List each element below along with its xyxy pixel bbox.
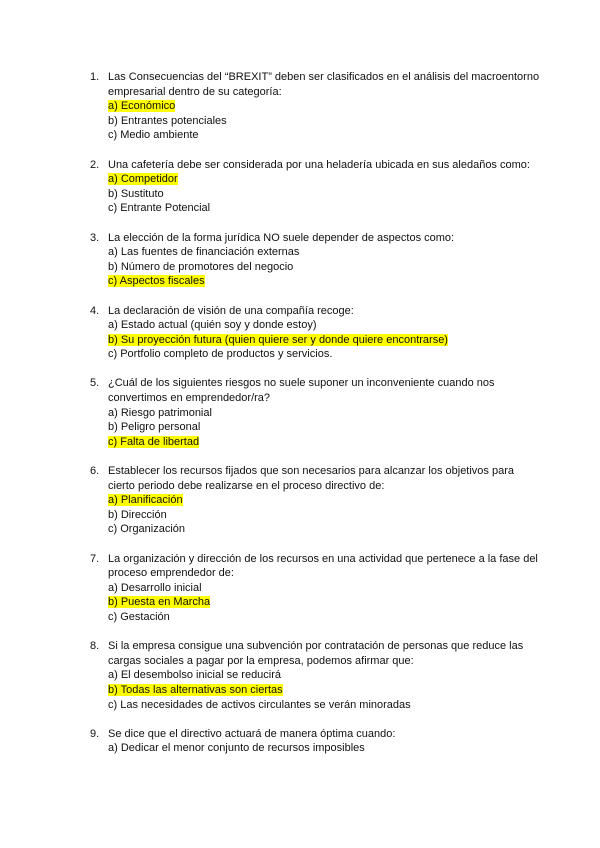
answer-option-text: a) Económico xyxy=(108,100,176,113)
question-text: La organización y dirección de los recursos en una actividad que pertenece a la fase del proceso emprendedor de: xyxy=(108,552,538,580)
question-number: 4. xyxy=(90,304,100,317)
answer-option xyxy=(108,201,540,216)
question-text: Si la empresa consigue una subvención por contratación de personas que reduce las cargas sociales a pagar por la empresa, podemos afirmar que: xyxy=(108,640,524,667)
question-item xyxy=(90,70,540,143)
answer-option xyxy=(108,741,540,756)
answer-option xyxy=(108,508,540,523)
question-number: 8. xyxy=(90,640,100,653)
answer-option-text: c) Falta de libertad xyxy=(108,435,200,448)
answer-option-text: c) Medio ambiente xyxy=(108,129,199,142)
answer-option-highlighted xyxy=(108,274,540,289)
question-list xyxy=(90,70,540,771)
answer-option-text: b) Dirección xyxy=(108,508,167,521)
question-text: Una cafetería debe ser considerada por una heladería ubicada en sus aledaños como: xyxy=(108,158,530,171)
answer-option-text: b) Número de promotores del negocio xyxy=(108,260,294,273)
question-body xyxy=(108,231,540,289)
answer-option-highlighted xyxy=(108,333,540,348)
answer-option xyxy=(108,347,540,362)
question-item xyxy=(90,304,540,362)
answer-option-text: b) Puesta en Marcha xyxy=(108,596,211,609)
question-item xyxy=(90,231,540,289)
answer-option-highlighted xyxy=(108,683,540,698)
question-number: 1. xyxy=(90,71,100,83)
answer-option xyxy=(108,187,540,202)
question-text: Se dice que el directivo actuará de manera óptima cuando: xyxy=(108,727,396,740)
answer-option-text: b) Todas las alternativas son ciertas xyxy=(108,683,283,696)
question-item xyxy=(90,158,540,216)
answer-option xyxy=(108,406,540,421)
answer-option xyxy=(108,114,540,129)
question-body xyxy=(108,158,540,216)
question-body xyxy=(108,304,540,362)
question-number: 5. xyxy=(90,377,100,390)
question-item xyxy=(90,464,540,537)
answer-option-text: a) Competidor xyxy=(108,173,178,186)
answer-option-text: b) Su proyección futura (quien quiere ser y donde quiere encontrarse) xyxy=(108,333,448,346)
answer-option-text: c) Las necesidades de activos circulantes se verán minoradas xyxy=(108,698,411,711)
answer-option-highlighted xyxy=(108,493,540,508)
answer-option xyxy=(108,698,540,713)
question-number: 6. xyxy=(90,465,100,478)
question-item xyxy=(90,376,540,449)
question-item xyxy=(90,727,540,756)
question-item xyxy=(90,639,540,712)
question-body xyxy=(108,639,540,712)
question-number: 9. xyxy=(90,727,100,740)
answer-option xyxy=(108,420,540,435)
question-text: ¿Cuál de los siguientes riesgos no suele suponer un inconveniente cuando nos convertimos en emprendedor/ra? xyxy=(108,377,495,405)
answer-option-text: a) Las fuentes de financiación externas xyxy=(108,246,300,259)
answer-option-text: c) Gestación xyxy=(108,610,170,623)
answer-option-text: c) Portfolio completo de productos y servicios. xyxy=(108,348,333,361)
question-number: 3. xyxy=(90,231,100,244)
answer-option-text: c) Entrante Potencial xyxy=(108,202,211,215)
answer-option-text: a) Desarrollo inicial xyxy=(108,581,202,594)
answer-option xyxy=(108,245,540,260)
answer-option-text: b) Sustituto xyxy=(108,187,164,200)
question-text: Establecer los recursos fijados que son necesarios para alcanzar los objetivos para cierto periodo debe realizarse en el proceso directivo de: xyxy=(108,465,514,492)
answer-option-text: b) Peligro personal xyxy=(108,421,201,434)
question-text: La declaración de visión de una compañía recoge: xyxy=(108,304,354,317)
answer-option-highlighted xyxy=(108,99,540,114)
answer-option xyxy=(108,668,540,683)
answer-option xyxy=(108,610,540,625)
answer-option-highlighted xyxy=(108,172,540,187)
question-body xyxy=(108,376,540,449)
question-body xyxy=(108,727,540,756)
answer-option-text: b) Entrantes potenciales xyxy=(108,114,227,127)
question-body xyxy=(108,552,540,625)
question-body xyxy=(108,464,540,537)
answer-option-highlighted xyxy=(108,595,540,610)
question-number: 7. xyxy=(90,552,100,565)
answer-option-text: a) El desembolso inicial se reducirá xyxy=(108,669,282,682)
question-item xyxy=(90,552,540,625)
answer-option xyxy=(108,128,540,143)
answer-option-text: a) Estado actual (quién soy y donde estoy) xyxy=(108,319,317,332)
question-body xyxy=(108,70,540,143)
answer-option-text: c) Aspectos fiscales xyxy=(108,275,205,288)
answer-option xyxy=(108,581,540,596)
question-text: La elección de la forma jurídica NO suele depender de aspectos como: xyxy=(108,231,455,244)
answer-option xyxy=(108,260,540,275)
question-number: 2. xyxy=(90,158,100,171)
question-text: Las Consecuencias del “BREXIT” deben ser clasificados en el análisis del macroentorno empresarial dentro de su categoría: xyxy=(108,71,540,98)
answer-option-text: a) Dedicar el menor conjunto de recursos imposibles xyxy=(108,742,365,755)
answer-option xyxy=(108,318,540,333)
answer-option xyxy=(108,522,540,537)
answer-option-text: c) Organización xyxy=(108,523,186,536)
answer-option-text: a) Riesgo patrimonial xyxy=(108,406,212,419)
answer-option-text: a) Planificación xyxy=(108,494,183,507)
answer-option-highlighted xyxy=(108,435,540,450)
